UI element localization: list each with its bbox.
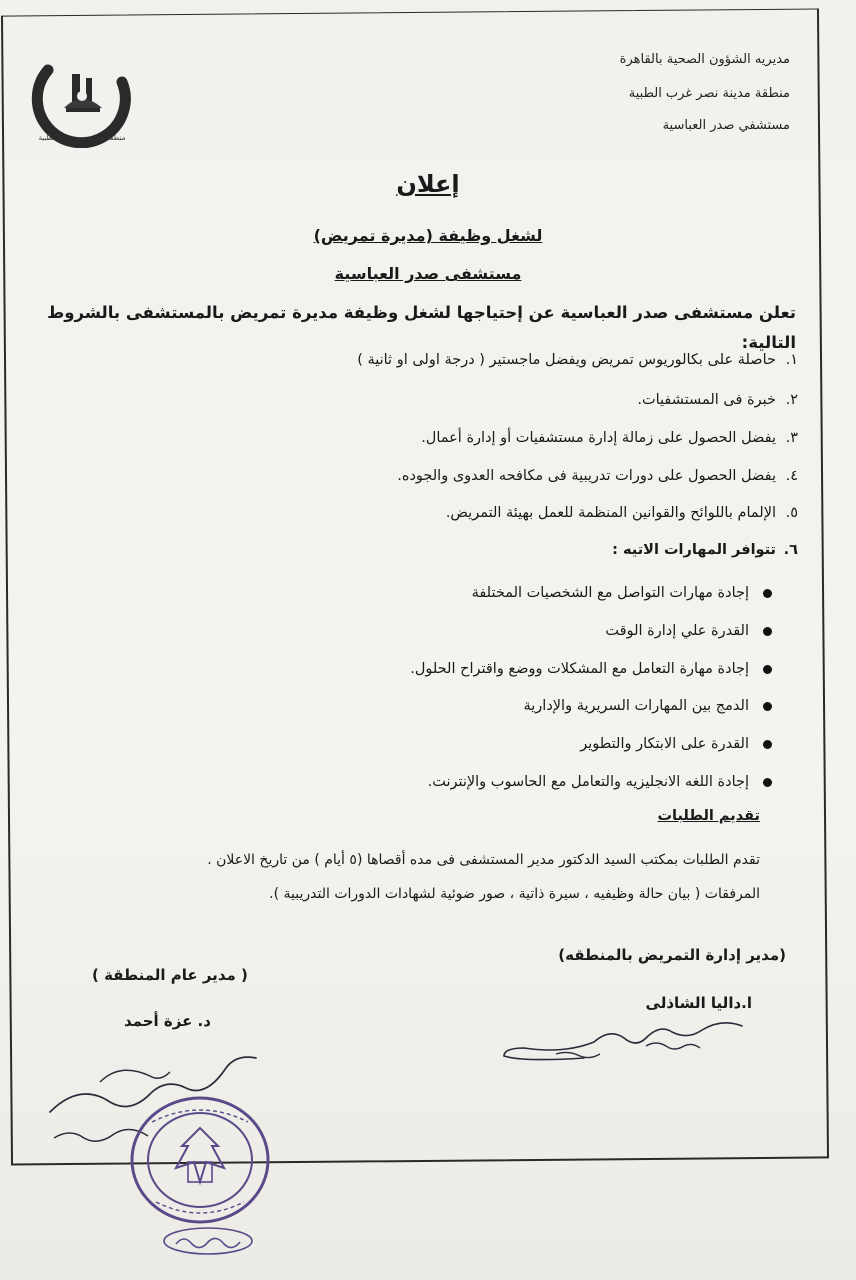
requirement-number: ٢. xyxy=(785,392,798,408)
nursing-director-title: (مدير إدارة التمريض بالمنطقه) xyxy=(558,946,786,964)
job-subtitle: لشغل وظيفة (مديرة تمريض) xyxy=(313,226,543,245)
logo-caption: منطقة مدينة نصر غرب الطبية xyxy=(38,134,126,142)
requirement-item xyxy=(357,352,798,368)
skill-text: إجادة مهارة التعامل مع المشكلات ووضع واقتراح الحلول. xyxy=(410,661,749,677)
attachments-text: المرفقات ( بيان حالة وظيفيه ، سيرة ذاتية ، صور ضوئية لشهادات الدورات التدريبية ). xyxy=(269,886,760,902)
requirement-text: تتوافر المهارات الاتيه : xyxy=(612,542,776,558)
skill-text: القدرة علي إدارة الوقت xyxy=(605,623,749,639)
header-hospital: مستشفي صدر العباسية xyxy=(662,118,790,133)
skill-item xyxy=(410,661,772,677)
requirement-number: ٥. xyxy=(785,505,798,521)
header-directorate: مديريه الشؤون الصحية بالقاهرة xyxy=(619,52,790,67)
requirement-number: ١. xyxy=(785,352,798,368)
skill-item xyxy=(472,585,772,601)
general-director-name: د. عزة أحمد xyxy=(124,1012,211,1030)
requirement-text: الإلمام باللوائح والقوانين المنظمة للعمل بهيئة التمريض. xyxy=(445,505,776,521)
page-title: إعلان xyxy=(396,170,460,198)
requirement-item xyxy=(397,468,798,484)
skill-text: إجادة اللغه الانجليزيه والتعامل مع الحاسوب والإنترنت. xyxy=(427,774,749,790)
skill-text: إجادة مهارات التواصل مع الشخصيات المختلفة xyxy=(471,585,749,601)
bullet-dot xyxy=(763,665,772,674)
skill-item xyxy=(428,774,772,790)
requirement-item xyxy=(421,430,798,446)
header-region: منطقة مدينة نصر غرب الطبية xyxy=(628,86,790,101)
bullet-dot xyxy=(763,740,772,749)
requirement-number: ٦. xyxy=(783,542,798,558)
requirement-item xyxy=(446,505,798,521)
requirement-item xyxy=(637,392,798,408)
official-stamp xyxy=(126,1092,274,1228)
applications-heading: تقديم الطلبات xyxy=(657,808,760,824)
requirement-number: ٤. xyxy=(785,468,798,484)
bullet-dot xyxy=(763,589,772,598)
bullet-dot xyxy=(763,702,772,711)
requirement-text: حاصلة على بكالوريوس تمريض ويفضل ماجستير ( درجة اولى او ثانية ) xyxy=(357,352,776,368)
requirement-text: خبرة فى المستشفيات. xyxy=(637,392,776,408)
skill-text: القدرة على الابتكار والتطوير xyxy=(580,736,749,752)
requirement-number: ٣. xyxy=(785,430,798,446)
applications-text: تقدم الطلبات بمكتب السيد الدكتور مدير المستشفى فى مده أقصاها (٥ أيام ) من تاريخ الاعلان . xyxy=(207,852,760,868)
requirement-text: يفضل الحصول على دورات تدريبية فى مكافحه العدوى والجوده. xyxy=(397,468,776,484)
announcement-intro: تعلن مستشفى صدر العباسية عن إحتياجها لشغل وظيفة مديرة تمريض بالمستشفى بالشروط التالية: xyxy=(47,303,796,352)
stamp-number-mark xyxy=(160,1224,256,1258)
requirement-text: يفضل الحصول على زمالة إدارة مستشفيات أو إدارة أعمال. xyxy=(421,430,776,446)
nursing-director-name: ا.داليا الشاذلى xyxy=(645,994,752,1012)
nursing-director-signature xyxy=(496,1000,756,1072)
skill-item xyxy=(605,623,772,639)
skill-text: الدمج بين المهارات السريرية والإدارية xyxy=(523,698,749,714)
skill-item xyxy=(523,698,772,714)
bullet-dot xyxy=(763,627,772,636)
general-director-title: ( مدير عام المنطقة ) xyxy=(92,966,248,984)
bullet-dot xyxy=(763,778,772,787)
skill-item xyxy=(580,736,772,752)
hospital-subtitle: مستشفى صدر العباسية xyxy=(334,264,522,283)
requirement-item xyxy=(612,542,798,558)
